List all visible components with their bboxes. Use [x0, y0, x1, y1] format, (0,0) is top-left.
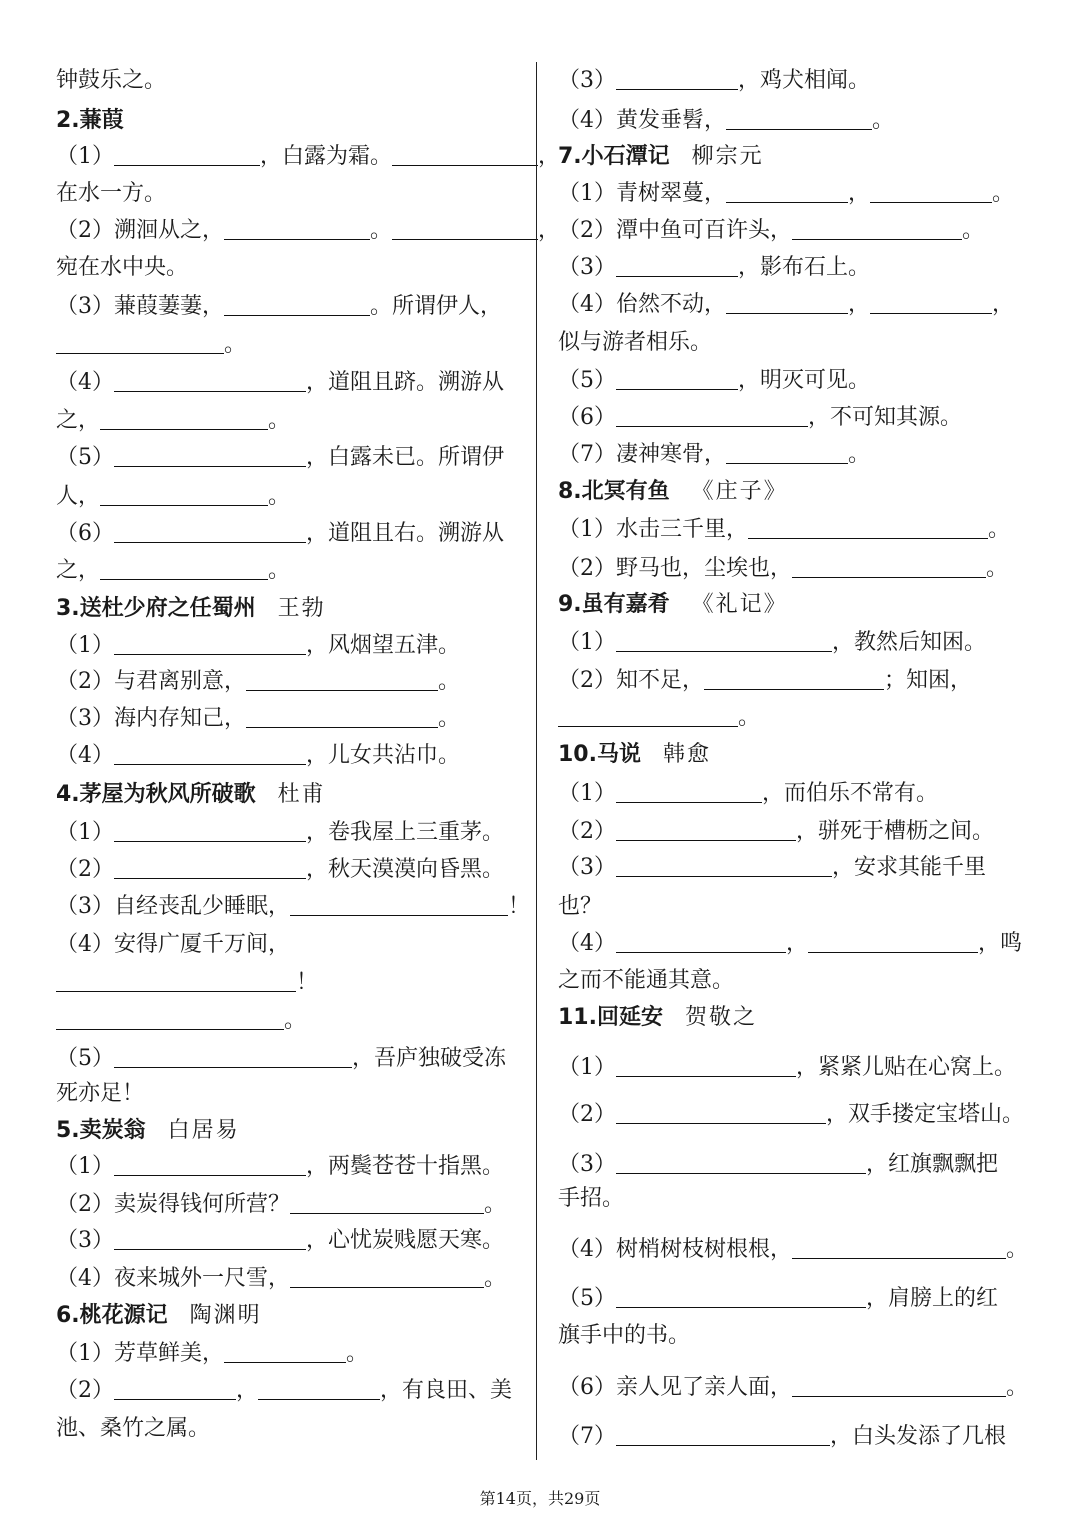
- question-line: [558, 212, 984, 249]
- question-line: [56, 1040, 506, 1077]
- fill-blank[interactable]: [114, 139, 260, 166]
- fill-blank[interactable]: [792, 213, 962, 240]
- line-text: （3）: [558, 255, 616, 280]
- line-text: 。所谓伊人，: [370, 294, 503, 319]
- fill-blank[interactable]: [726, 287, 848, 314]
- line-text: ，紧紧儿贴在心窝上。: [796, 1055, 1017, 1080]
- line-text: 钟鼓乐之。: [56, 68, 167, 93]
- question-line: [56, 627, 460, 664]
- line-text: （1）: [558, 1055, 616, 1080]
- line-text: 之而不能通其意。: [558, 968, 735, 993]
- fill-blank[interactable]: [726, 103, 872, 130]
- line-text: （5）: [56, 1046, 114, 1071]
- fill-blank[interactable]: [100, 403, 268, 430]
- line-text: ，影布石上。: [738, 255, 871, 280]
- question-line: [56, 1148, 504, 1185]
- line-text: 。: [986, 556, 1009, 581]
- fill-blank[interactable]: [100, 553, 268, 580]
- question-line: [56, 175, 166, 212]
- line-text: 。: [988, 517, 1011, 542]
- line-text: ，心忧炭贱愿天寒。: [306, 1228, 505, 1253]
- line-text: 似与游者相乐。: [558, 330, 713, 355]
- fill-blank[interactable]: [114, 815, 306, 842]
- line-text: （6）亲人见了亲人面，: [558, 1375, 792, 1400]
- line-text: ，有良田、美: [380, 1378, 513, 1403]
- line-text: 。: [962, 218, 985, 243]
- fill-blank[interactable]: [114, 440, 306, 467]
- line-text: 之，: [56, 558, 101, 583]
- question-line: [558, 925, 1022, 962]
- question-line: [56, 138, 560, 175]
- line-text: （1）青树翠蔓，: [558, 181, 726, 206]
- fill-blank[interactable]: [290, 1261, 484, 1288]
- question-line: [56, 1372, 512, 1409]
- line-text: ，白露为霜。: [260, 144, 393, 169]
- line-text: 。: [738, 705, 761, 730]
- line-text: （1）: [558, 781, 616, 806]
- section-title: 10.马说: [558, 742, 641, 767]
- line-text: ，道阻且跻。溯游从: [306, 370, 505, 395]
- question-line: [56, 1260, 506, 1297]
- fill-blank[interactable]: [114, 1373, 236, 1400]
- question-line: [56, 1410, 210, 1447]
- line-text: （5）: [56, 445, 114, 470]
- line-text: （1）: [56, 1154, 114, 1179]
- line-text: ，: [992, 292, 1015, 317]
- section-heading: [56, 102, 124, 139]
- fill-blank[interactable]: [870, 176, 992, 203]
- line-text: 人，: [56, 484, 101, 509]
- line-text: ，白露未已。所谓伊: [306, 445, 505, 470]
- fill-blank[interactable]: [56, 327, 224, 354]
- line-text: ，红旗飘飘把: [866, 1152, 999, 1177]
- section-heading: [558, 999, 757, 1036]
- line-text: ，白头发添了几根: [830, 1424, 1007, 1449]
- line-text: ，卷我屋上三重茅。: [306, 820, 505, 845]
- question-line: [56, 1222, 504, 1259]
- fill-blank[interactable]: [558, 700, 738, 727]
- fill-blank[interactable]: [290, 1187, 484, 1214]
- question-line: [558, 624, 986, 661]
- fill-blank[interactable]: [114, 628, 306, 655]
- line-text: ，鸡犬相闻。: [738, 68, 871, 93]
- line-text: （3）: [56, 1228, 114, 1253]
- fill-blank[interactable]: [616, 814, 796, 841]
- question-line: [56, 364, 504, 401]
- line-text: ，鸣: [978, 931, 1023, 956]
- question-line: [558, 399, 962, 436]
- fill-blank[interactable]: [616, 625, 832, 652]
- line-text: （2）卖炭得钱何所营？: [56, 1192, 290, 1217]
- section-title: 11.回延安: [558, 1005, 663, 1030]
- line-text: ，风烟望五津。: [306, 633, 461, 658]
- line-text: ，吾庐独破受冻: [352, 1046, 507, 1071]
- line-text: （2）潭中鱼可百许头，: [558, 218, 792, 243]
- question-line: [558, 362, 870, 399]
- question-line: [56, 478, 290, 515]
- line-text: 。: [346, 1341, 369, 1366]
- line-text: 。: [268, 558, 291, 583]
- section-heading: [558, 736, 711, 773]
- line-text: （5）: [558, 1286, 616, 1311]
- fill-blank[interactable]: [246, 701, 438, 728]
- question-line: [558, 324, 712, 361]
- question-line: [56, 888, 530, 925]
- line-text: ！: [296, 970, 319, 995]
- question-line: [558, 102, 894, 139]
- line-text: 在水一方。: [56, 181, 167, 206]
- line-text: ，肩膀上的红: [866, 1286, 999, 1311]
- fill-blank[interactable]: [792, 551, 986, 578]
- question-line: [56, 439, 504, 476]
- question-line: [558, 849, 986, 886]
- line-text: （1）: [56, 633, 114, 658]
- line-text: （2）: [56, 857, 114, 882]
- section-title: 3.送杜少府之任蜀州: [56, 596, 256, 621]
- fill-blank[interactable]: [114, 1223, 306, 1250]
- fill-blank[interactable]: [392, 213, 538, 240]
- line-text: 旗手中的书。: [558, 1323, 691, 1348]
- line-text: 。: [484, 1192, 507, 1217]
- question-line: [56, 926, 290, 963]
- question-line: [56, 1335, 368, 1372]
- line-text: （6）: [56, 521, 114, 546]
- line-text: 。: [872, 108, 895, 133]
- fill-blank[interactable]: [616, 1281, 866, 1308]
- line-text: ，教然后知困。: [832, 630, 987, 655]
- line-text: （2）: [56, 1378, 114, 1403]
- line-text: 死亦足！: [56, 1081, 145, 1106]
- line-text: 。: [1006, 1375, 1029, 1400]
- question-line: [56, 851, 504, 888]
- fill-blank[interactable]: [726, 437, 848, 464]
- line-text: ！: [508, 894, 531, 919]
- line-text: （6）: [558, 405, 616, 430]
- line-text: （2）溯洄从之，: [56, 218, 224, 243]
- section-title: 6.桃花源记: [56, 1303, 168, 1328]
- line-text: （3）自经丧乱少睡眠，: [56, 894, 290, 919]
- line-text: （4）黄发垂髫，: [558, 108, 726, 133]
- fill-blank[interactable]: [258, 1373, 380, 1400]
- line-text: ，骈死于槽枥之间。: [796, 819, 995, 844]
- line-text: （1）: [558, 630, 616, 655]
- line-text: 也？: [558, 894, 603, 919]
- question-line: [558, 249, 870, 286]
- question-line: [56, 1002, 306, 1039]
- line-text: ，道阻且右。溯游从: [306, 521, 505, 546]
- question-line: [558, 286, 1014, 323]
- fill-blank[interactable]: [290, 889, 508, 916]
- question-line: [558, 813, 994, 850]
- section-author: 《庄子》: [691, 479, 788, 504]
- question-line: [56, 249, 188, 286]
- question-line: [56, 700, 460, 737]
- line-text: 。: [484, 1266, 507, 1291]
- line-text: ，: [538, 144, 561, 169]
- fill-blank[interactable]: [870, 287, 992, 314]
- line-text: 池、桑竹之属。: [56, 1416, 211, 1441]
- section-heading: [56, 776, 326, 813]
- line-text: （1）水击三千里，: [558, 517, 748, 542]
- fill-blank[interactable]: [114, 365, 306, 392]
- line-text: （7）: [558, 1424, 616, 1449]
- line-text: ，儿女共沾巾。: [306, 743, 461, 768]
- question-line: [56, 212, 560, 249]
- line-text: 。: [268, 408, 291, 433]
- line-text: （4）: [56, 743, 114, 768]
- question-line: [558, 1146, 998, 1183]
- line-text: （4）佁然不动，: [558, 292, 726, 317]
- question-line: [558, 550, 1008, 587]
- section-title: 5.卖炭翁: [56, 1118, 146, 1143]
- line-text: （3）: [558, 855, 616, 880]
- question-line: [56, 814, 504, 851]
- question-line: [56, 288, 502, 325]
- line-text: ，: [848, 292, 871, 317]
- line-text: （3）: [558, 68, 616, 93]
- question-line: [56, 62, 166, 99]
- line-text: ，: [236, 1378, 259, 1403]
- page-footer: 第14页，共29页: [479, 1489, 601, 1508]
- line-text: （3）海内存知己，: [56, 706, 246, 731]
- section-title: 7.小石潭记: [558, 144, 670, 169]
- section-title: 8.北冥有鱼: [558, 479, 670, 504]
- fill-blank[interactable]: [224, 1336, 346, 1363]
- fill-blank[interactable]: [114, 852, 306, 879]
- question-line: [56, 1075, 144, 1112]
- fill-blank[interactable]: [616, 400, 808, 427]
- fill-blank[interactable]: [224, 213, 370, 240]
- line-text: （2）知不足，: [558, 668, 704, 693]
- fill-blank[interactable]: [616, 926, 786, 953]
- fill-blank[interactable]: [246, 664, 438, 691]
- fill-blank[interactable]: [616, 1097, 826, 1124]
- line-text: 。: [438, 669, 461, 694]
- line-text: ，秋天漠漠向昏黑。: [306, 857, 505, 882]
- section-author: 贺敬之: [684, 1005, 757, 1030]
- fill-blank[interactable]: [616, 776, 762, 803]
- section-author: 王勃: [277, 596, 326, 621]
- section-author: 韩愈: [662, 742, 711, 767]
- fill-blank[interactable]: [726, 176, 848, 203]
- line-text: （5）: [558, 368, 616, 393]
- line-text: （4）: [56, 370, 114, 395]
- question-line: [558, 175, 1014, 212]
- line-text: （3）蒹葭萋萋，: [56, 294, 224, 319]
- fill-blank[interactable]: [114, 516, 306, 543]
- line-text: 。: [1006, 1237, 1029, 1262]
- line-text: ，而伯乐不常有。: [762, 781, 939, 806]
- question-line: [558, 511, 1010, 548]
- section-author: 《礼记》: [691, 592, 788, 617]
- section-heading: [558, 586, 788, 623]
- line-text: 。: [284, 1008, 307, 1033]
- question-line: [558, 62, 870, 99]
- fill-blank[interactable]: [114, 738, 306, 765]
- question-line: [558, 1049, 1016, 1086]
- fill-blank[interactable]: [56, 965, 296, 992]
- line-text: ，不可知其源。: [808, 405, 963, 430]
- fill-blank[interactable]: [100, 479, 268, 506]
- fill-blank[interactable]: [114, 1149, 306, 1176]
- section-author: 杜甫: [277, 782, 326, 807]
- fill-blank[interactable]: [616, 363, 738, 390]
- fill-blank[interactable]: [114, 1041, 352, 1068]
- fill-blank[interactable]: [704, 663, 884, 690]
- line-text: （4）树梢树枝树根根，: [558, 1237, 792, 1262]
- line-text: ，两鬓苍苍十指黑。: [306, 1154, 505, 1179]
- section-heading: [56, 1297, 262, 1334]
- line-text: （1）: [56, 820, 114, 845]
- fill-blank[interactable]: [616, 1147, 866, 1174]
- line-text: （3）: [558, 1152, 616, 1177]
- section-author: 陶渊明: [189, 1303, 262, 1328]
- question-line: [56, 515, 504, 552]
- line-text: ，: [848, 181, 871, 206]
- question-line: [558, 1369, 1028, 1406]
- line-text: （2）: [558, 819, 616, 844]
- line-text: ，: [786, 931, 809, 956]
- line-text: 。: [268, 484, 291, 509]
- fill-blank[interactable]: [392, 139, 538, 166]
- question-line: [56, 326, 246, 363]
- section-author: 白居易: [167, 1118, 240, 1143]
- question-line: [558, 1231, 1028, 1268]
- fill-blank[interactable]: [748, 512, 988, 539]
- section-title: 2.蒹葭: [56, 108, 124, 133]
- line-text: 宛在水中央。: [56, 255, 189, 280]
- line-text: 。: [224, 332, 247, 357]
- question-line: [56, 737, 460, 774]
- section-title: 9.虽有嘉肴: [558, 592, 670, 617]
- question-line: [558, 1280, 998, 1317]
- line-text: （4）夜来城外一尺雪，: [56, 1266, 290, 1291]
- column-divider: [536, 62, 537, 1460]
- question-line: [558, 1096, 1024, 1133]
- line-text: （7）凄神寒骨，: [558, 442, 726, 467]
- section-heading: [558, 473, 788, 510]
- fill-blank[interactable]: [56, 1003, 284, 1030]
- question-line: [558, 1317, 690, 1354]
- section-heading: [56, 1112, 240, 1149]
- fill-blank[interactable]: [616, 1050, 796, 1077]
- fill-blank[interactable]: [616, 250, 738, 277]
- question-line: [558, 1418, 1006, 1455]
- fill-blank[interactable]: [792, 1232, 1006, 1259]
- fill-blank[interactable]: [224, 289, 370, 316]
- line-text: （1）芳草鲜美，: [56, 1341, 224, 1366]
- question-line: [56, 964, 318, 1001]
- section-heading: [558, 138, 764, 175]
- section-heading: [56, 590, 326, 627]
- line-text: （2）: [558, 1102, 616, 1127]
- question-line: [56, 1186, 506, 1223]
- line-text: （4）: [558, 931, 616, 956]
- question-line: [558, 436, 870, 473]
- question-line: [56, 663, 460, 700]
- line-text: （2）野马也，尘埃也，: [558, 556, 792, 581]
- question-line: [558, 775, 938, 812]
- question-line: [56, 402, 290, 439]
- fill-blank[interactable]: [808, 926, 978, 953]
- line-text: 。: [438, 706, 461, 731]
- line-text: 手招。: [558, 1186, 625, 1211]
- question-line: [558, 1180, 624, 1217]
- fill-blank[interactable]: [616, 850, 832, 877]
- question-line: [558, 962, 734, 999]
- line-text: ，明灭可见。: [738, 368, 871, 393]
- fill-blank[interactable]: [792, 1370, 1006, 1397]
- fill-blank[interactable]: [616, 63, 738, 90]
- section-title: 4.茅屋为秋风所破歌: [56, 782, 256, 807]
- line-text: ；知困，: [884, 668, 973, 693]
- line-text: ，: [538, 218, 561, 243]
- question-line: [558, 699, 760, 736]
- line-text: ，安求其能千里: [832, 855, 987, 880]
- line-text: 。: [370, 218, 393, 243]
- question-line: [558, 662, 972, 699]
- fill-blank[interactable]: [616, 1419, 830, 1446]
- line-text: （4）安得广厦千万间，: [56, 932, 290, 957]
- line-text: （1）: [56, 144, 114, 169]
- line-text: （2）与君离别意，: [56, 669, 246, 694]
- question-line: [558, 888, 602, 925]
- line-text: 。: [848, 442, 871, 467]
- section-author: 柳宗元: [691, 144, 764, 169]
- line-text: 之，: [56, 408, 101, 433]
- question-line: [56, 552, 290, 589]
- line-text: 。: [992, 181, 1015, 206]
- line-text: ，双手搂定宝塔山。: [826, 1102, 1025, 1127]
